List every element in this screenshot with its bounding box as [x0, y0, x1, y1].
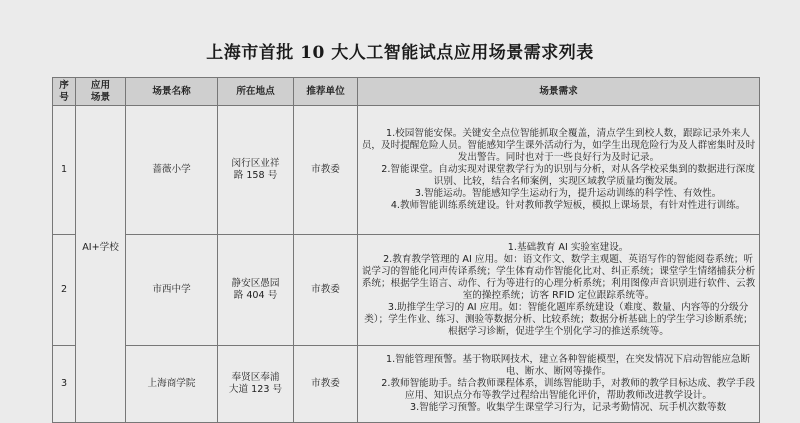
cell-index: 2	[53, 235, 76, 346]
table-row	[53, 235, 760, 346]
cell-needs	[358, 346, 760, 423]
page-title: 上海市首批 10 大人工智能试点应用场景需求列表	[206, 43, 594, 63]
cell-name: 上海商学院	[126, 346, 218, 423]
cell-unit: 市教委	[294, 346, 358, 423]
need-item: 3.助推学生学习的 AI 应用。如：智能化题库系统建设（难度、数量、内容等的分级分类）；学生作业、练习、测验等数据分析、比较系统；数据分析基础上的学生学习诊断系统；根据学习诊断，促进学生个别化学习的推送系统等。	[364, 302, 753, 338]
cell-name: 蔷薇小学	[126, 106, 218, 235]
table-header-row	[53, 78, 760, 106]
need-item: 3.智能运动。智能感知学生运动行为，提升运动训练的科学性、有效性。	[414, 188, 722, 200]
need-item: 2.智能课堂。自动实现对课堂教学行为的识别与分析，对从各学校采集到的数据进行深度识别、比较，结合名师案例，实现区域教学质量均衡发展。	[381, 163, 755, 188]
cell-location: 闵行区业祥 路 158 号	[218, 106, 294, 235]
need-item: 2.教育教学管理的 AI 应用。如：语文作文、数学主观题、英语写作的智能阅卷系统；听说学习的智能化同声传译系统；学生体育动作智能化比对、纠正系统；课堂学生情绪捕获分析系统；根据学生语言、动作、行为等进行的心理分析系统；利用图像声音识别进行软件、云教室的操控系统；访客 RFID 定位跟踪系统等。	[361, 253, 756, 301]
header-needs: 场景需求	[358, 78, 760, 106]
cell-needs	[358, 235, 760, 346]
header-domain: 应用 场景	[76, 78, 126, 106]
cell-location: 静安区愚园 路 404 号	[218, 235, 294, 346]
header-index: 序 号	[53, 78, 76, 106]
requirements-table	[52, 77, 760, 423]
need-item: 1.校园智能安保。关键安全点位智能抓取全覆盖，清点学生到校人数，跟踪记录外来人员，及时提醒危险人员。智能感知学生课外活动行为，如学生出现危险行为及人群密集时及时发出警告。同时也对于一些良好行为及时记录。	[361, 127, 756, 163]
cell-index: 3	[53, 346, 76, 423]
need-item: 4.教师智能训练系统建设。针对教师教学短板，模拟上课场景，有针对性进行训练。	[390, 200, 746, 212]
cell-domain: AI+学校	[76, 106, 126, 423]
cell-unit: 市教委	[294, 235, 358, 346]
cell-index: 1	[53, 106, 76, 235]
need-item: 1.智能管理预警。基于物联网技术，建立各种智能模型，在突发情况下启动智能应急断电、断水、断网等操作。	[386, 353, 751, 377]
cell-location: 奉贤区奉浦 大道 123 号	[218, 346, 294, 423]
need-item: 2.教师智能助手。结合教师课程体系，训练智能助手，对教师的教学目标达成、教学手段应用、知识点分布等教学过程给出智能化评价，帮助教师改进教学设计。	[381, 377, 755, 402]
table-row	[53, 106, 760, 235]
header-unit: 推荐单位	[294, 78, 358, 106]
table-row	[53, 346, 760, 423]
cell-unit: 市教委	[294, 106, 358, 235]
cell-name: 市西中学	[126, 235, 218, 346]
cell-needs	[358, 106, 760, 235]
header-location: 所在地点	[218, 78, 294, 106]
header-name: 场景名称	[126, 78, 218, 106]
need-item: 1.基础教育 AI 实验室建设。	[507, 241, 629, 253]
need-item: 3.智能学习预警。收集学生课堂学习行为，记录考勤情况、玩手机次数等数	[410, 402, 727, 414]
